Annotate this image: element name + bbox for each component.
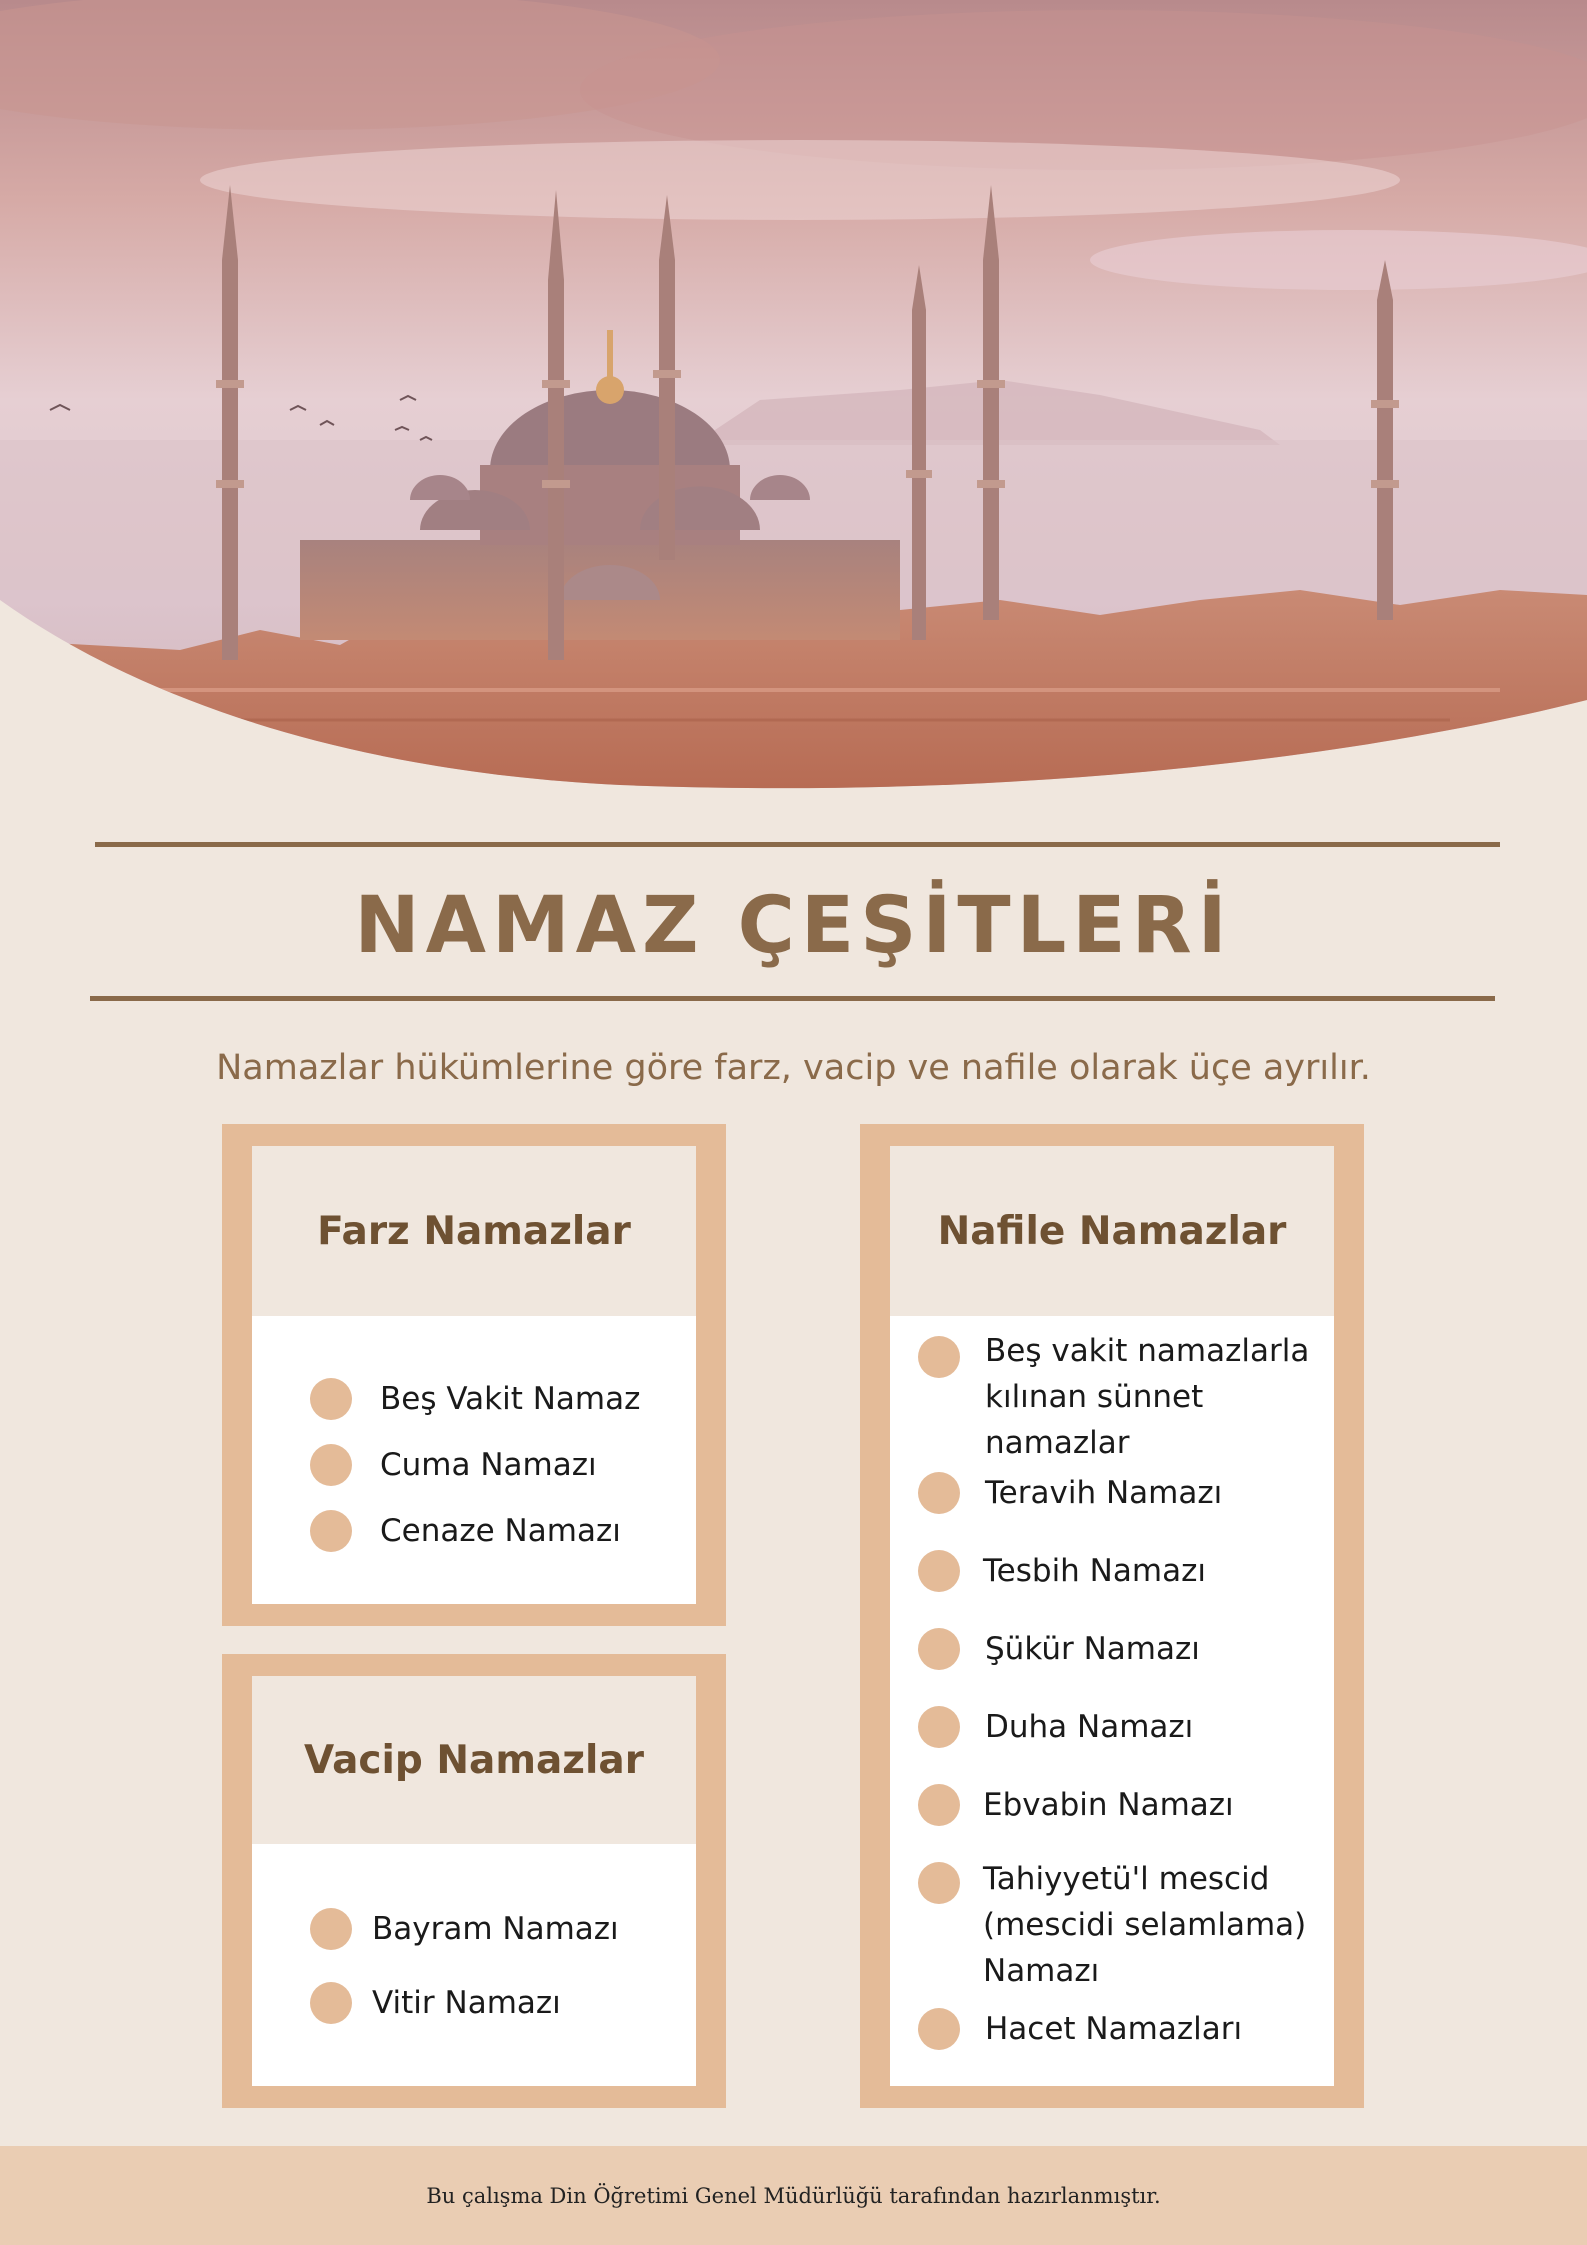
list-item-label: Cenaze Namazı (380, 1513, 621, 1549)
bullet-dot (918, 1336, 960, 1378)
card-farz (222, 1124, 726, 1626)
bullet-dot (918, 1784, 960, 1826)
bullet-dot (310, 1444, 352, 1486)
list-item-label: Beş vakit namazlarla kılınan sünnet namazlar (985, 1333, 1310, 1461)
list-item-label: Teravih Namazı (985, 1475, 1223, 1511)
list-item-label: Cuma Namazı (380, 1447, 597, 1483)
card-farz-title: Farz Namazlar (317, 1208, 631, 1254)
list-item-label: Duha Namazı (985, 1709, 1194, 1745)
title-rule-bottom (90, 996, 1495, 1001)
card-nafile (860, 1124, 1364, 2108)
title-rule-top (95, 842, 1500, 847)
card-farz-header (252, 1146, 696, 1316)
bullet-dot (918, 1628, 960, 1670)
card-vacip-header (252, 1676, 696, 1844)
hero-mosque-image (0, 0, 1587, 800)
list-item-label: Tesbih Namazı (983, 1553, 1206, 1589)
bullet-dot (310, 1908, 352, 1950)
bullet-dot (310, 1982, 352, 2024)
card-vacip-title: Vacip Namazlar (304, 1737, 644, 1783)
list-item-label: Ebvabin Namazı (983, 1787, 1234, 1823)
card-nafile-title: Nafile Namazlar (937, 1208, 1287, 1254)
card-nafile-header (890, 1146, 1334, 1316)
list-item-label: Tahiyyetü'l mescid (mescidi selamlama) Namazı (983, 1861, 1307, 1989)
bullet-dot (310, 1510, 352, 1552)
footer-text: Bu çalışma Din Öğretimi Genel Müdürlüğü tarafından hazırlanmıştır. (426, 2183, 1161, 2208)
card-nafile-body (890, 1316, 1334, 2086)
list-item-label: Vitir Namazı (372, 1985, 561, 2021)
bullet-dot (918, 1550, 960, 1592)
list-item-label: Bayram Namazı (372, 1911, 619, 1947)
bullet-dot (918, 1472, 960, 1514)
card-vacip-body (252, 1844, 696, 2086)
list-item-label: Şükür Namazı (985, 1631, 1200, 1667)
page-title: NAMAZ ÇEŞİTLERİ (354, 881, 1233, 971)
list-item-label: Beş Vakit Namaz (380, 1381, 641, 1417)
list-item-label: Hacet Namazları (985, 2011, 1243, 2047)
bullet-dot (918, 2008, 960, 2050)
bullet-dot (918, 1862, 960, 1904)
page-subtitle: Namazlar hükümlerine göre farz, vacip ve nafile olarak üçe ayrılır. (216, 1048, 1371, 1088)
card-vacip (222, 1654, 726, 2108)
bullet-dot (918, 1706, 960, 1748)
card-farz-body (252, 1316, 696, 1604)
footer-bar (0, 2146, 1587, 2245)
bullet-dot (310, 1378, 352, 1420)
